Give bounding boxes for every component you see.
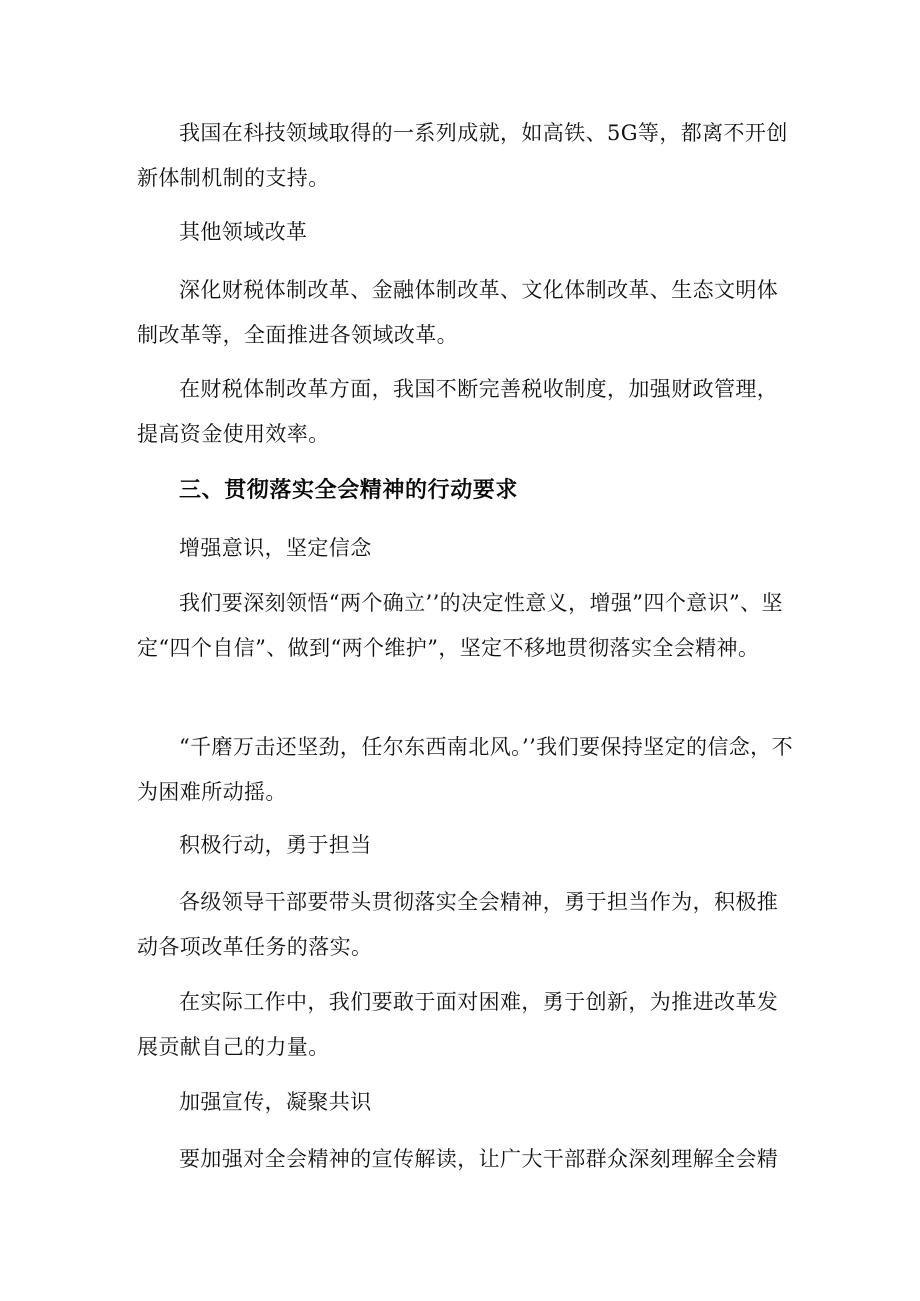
paragraph-tech-achievements: 我国在科技领域取得的一系列成就，如高铁、5G等，都离不开创新体制机制的支持。 xyxy=(137,121,788,190)
paragraph-deepen-reforms: 深化财税体制改革、金融体制改革、文化体制改革、生态文明体制改革等，全面推进各领域改革。 xyxy=(137,278,779,347)
subheading-publicity-consensus: 加强宣传，凝聚共识 xyxy=(179,1090,372,1114)
paragraph-two-establishments: 我们要深刻领悟“两个确立’’的决定性意义，增强”四个意识”、坚定“四个自信”、做到“两个维护”，坚定不移地贯彻落实全会精神。 xyxy=(137,591,783,660)
paragraph-publicity-interpretation: 要加强对全会精神的宣传解读，让广大干部群众深刻理解全会精 xyxy=(179,1147,779,1171)
section-heading-action-requirements: 三、贯彻落实全会精神的行动要求 xyxy=(179,478,519,503)
subheading-strengthen-awareness: 增强意识，坚定信念 xyxy=(179,536,372,560)
paragraph-fiscal-reform: 在财税体制改革方面，我国不断完善税收制度，加强财政管理，提高资金使用效率。 xyxy=(137,377,779,446)
paragraph-practical-work: 在实际工作中，我们要敢于面对困难，勇于创新，为推进改革发展贡献自己的力量。 xyxy=(137,990,779,1059)
subheading-other-reforms: 其他领域改革 xyxy=(179,220,308,244)
paragraph-leading-cadres: 各级领导干部要带头贯彻落实全会精神，勇于担当作为，积极推动各项改革任务的落实。 xyxy=(137,890,779,959)
subheading-active-action: 积极行动，勇于担当 xyxy=(179,833,372,857)
paragraph-poem-quote: “千磨万击还坚劲，任尔东西南北风。’’我们要保持坚定的信念，不为困难所动摇。 xyxy=(137,735,793,804)
